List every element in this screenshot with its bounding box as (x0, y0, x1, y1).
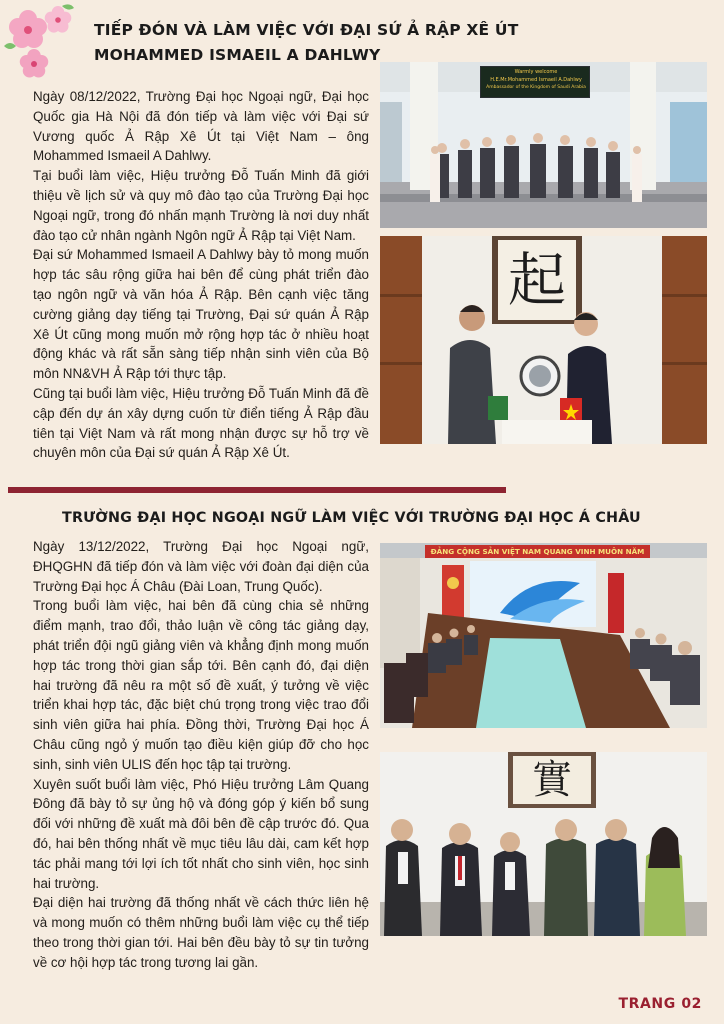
party-banner-text: ĐẢNG CỘNG SẢN VIỆT NAM QUANG VINH MUÔN NĂM (430, 547, 645, 556)
section1-title-line1: TIẾP ĐÓN VÀ LÀM VIỆC VỚI ĐẠI SỨ Ả RẬP XÊ ÚT (94, 21, 519, 39)
calligraphy-character: 實 (532, 757, 572, 803)
photo-meeting-room (380, 543, 707, 728)
section1-paragraph: Tại buổi làm việc, Hiệu trưởng Đỗ Tuấn Minh đã giới thiệu về lịch sử và quy mô đào tạo của Trường Đại học Ngoại ngữ, trong đó nhấn mạnh Trường là nơi duy nhất đào tạo cử nhân ngành Ngôn ngữ Ả Rập tại Việt Nam. (33, 168, 369, 243)
welcome-banner-line3: Ambassador of the Kingdom of Saudi Arabia (486, 85, 586, 90)
welcome-banner-line2: H.E.Mr.Mohammed Ismaeil A.Dahlwy (490, 77, 582, 83)
page-number: TRANG 02 (618, 996, 702, 1012)
photo-delegation-group (380, 752, 707, 936)
cherry-blossom-decoration (0, 0, 82, 84)
welcome-banner-line1: Warmly welcome (514, 69, 558, 75)
calligraphy-character: 起 (507, 246, 566, 314)
photo-ambassador-group (380, 62, 707, 228)
section1-paragraph: Cũng tại buổi làm việc, Hiệu trưởng Đỗ Tuấn Minh đã đề cập đến dự án xây dựng cuốn từ điển tiếng Ả Rập đầu tiên tại Việt Nam và rất mong nhận được sự hỗ trợ về chuyên môn của Đại sứ quán Ả Rập Xê Út. (33, 385, 369, 461)
section2-paragraph: Đại diện hai trường đã thống nhất về cách thức liên hệ và mong muốn có thêm những buổi làm việc cụ thể tiếp theo trong thời gian tới. Hai bên đều bày tỏ sự tin tưởng về cơ hội hợp tác trong tương lai gần. (33, 895, 369, 970)
blossom-icon (4, 4, 74, 77)
photo-gift-exchange (380, 236, 707, 444)
section2-body (33, 537, 369, 973)
section1-title-line2: MOHAMMED ISMAEIL A DAHLWY (94, 46, 381, 64)
section1-paragraph: Đại sứ Mohammed Ismaeil A Dahlwy bày tỏ mong muốn hợp tác sâu rộng giữa hai bên để cùng phát triển đào tạo ngôn ngữ và văn hóa Ả Rập. Bên cạnh việc tăng cường giảng dạy tiếng tại Trường, Đại sứ quán Ả Rập Xê Út cũng mong muốn mở rộng hợp tác ở nhiều hoạt động khác và rất sẵn sàng tiếp nhận sinh viên của Bộ môn NN&VH Ả Rập tới thực tập. (33, 247, 369, 382)
section1-body (33, 87, 369, 463)
section2-paragraph: Ngày 13/12/2022, Trường Đại học Ngoại ngữ, ĐHQGHN đã tiếp đón và làm việc với đoàn đại diện của Trường Đại học Á Châu (Đài Loan, Trung Quốc). (33, 539, 369, 594)
section-divider (8, 487, 506, 493)
section1-paragraph: Ngày 08/12/2022, Trường Đại học Ngoại ngữ, Đại học Quốc gia Hà Nội đã đón tiếp và làm việc với Đại sứ Vương quốc Ả Rập Xê Út tại Việt Nam – ông Mohammed Ismaeil A Dahlwy. (33, 89, 369, 164)
section2-title: TRƯỜNG ĐẠI HỌC NGOẠI NGỮ LÀM VIỆC VỚI TRƯỜNG ĐẠI HỌC Á CHÂU (62, 510, 641, 526)
section2-paragraph: Xuyên suốt buổi làm việc, Phó Hiệu trưởng Lâm Quang Đông đã bày tỏ sự ủng hộ và đóng góp ý kiến bổ sung đối với những đề xuất mà đôi bên đề cập trước đó. Qua đó, hai bên thống nhất về mục tiêu lâu dài, cam kết hợp tác phải mang tới lợi ích tốt nhất cho sinh viên, học sinh hai trường. (33, 776, 369, 891)
section2-paragraph: Trong buổi làm việc, hai bên đã cùng chia sẻ những điểm mạnh, trao đổi, thảo luận về công tác giảng dạy, phát triển đội ngũ giảng viên và khẳng định mong muốn hợp tác trong thời gian sắp tới. Bên cạnh đó, đại diện hai trường đã nêu ra một số đề xuất, ý tưởng về việc triển khai hợp tác, đặc biệt chú trọng trong việc trao đổi sinh viên giữa hai phía. Đồng thời, Trường Đại học Á Châu cũng ngỏ ý muốn tạo điều kiện giúp đỡ cho học sinh, sinh viên ULIS đến học tập tại trường. (33, 598, 369, 772)
